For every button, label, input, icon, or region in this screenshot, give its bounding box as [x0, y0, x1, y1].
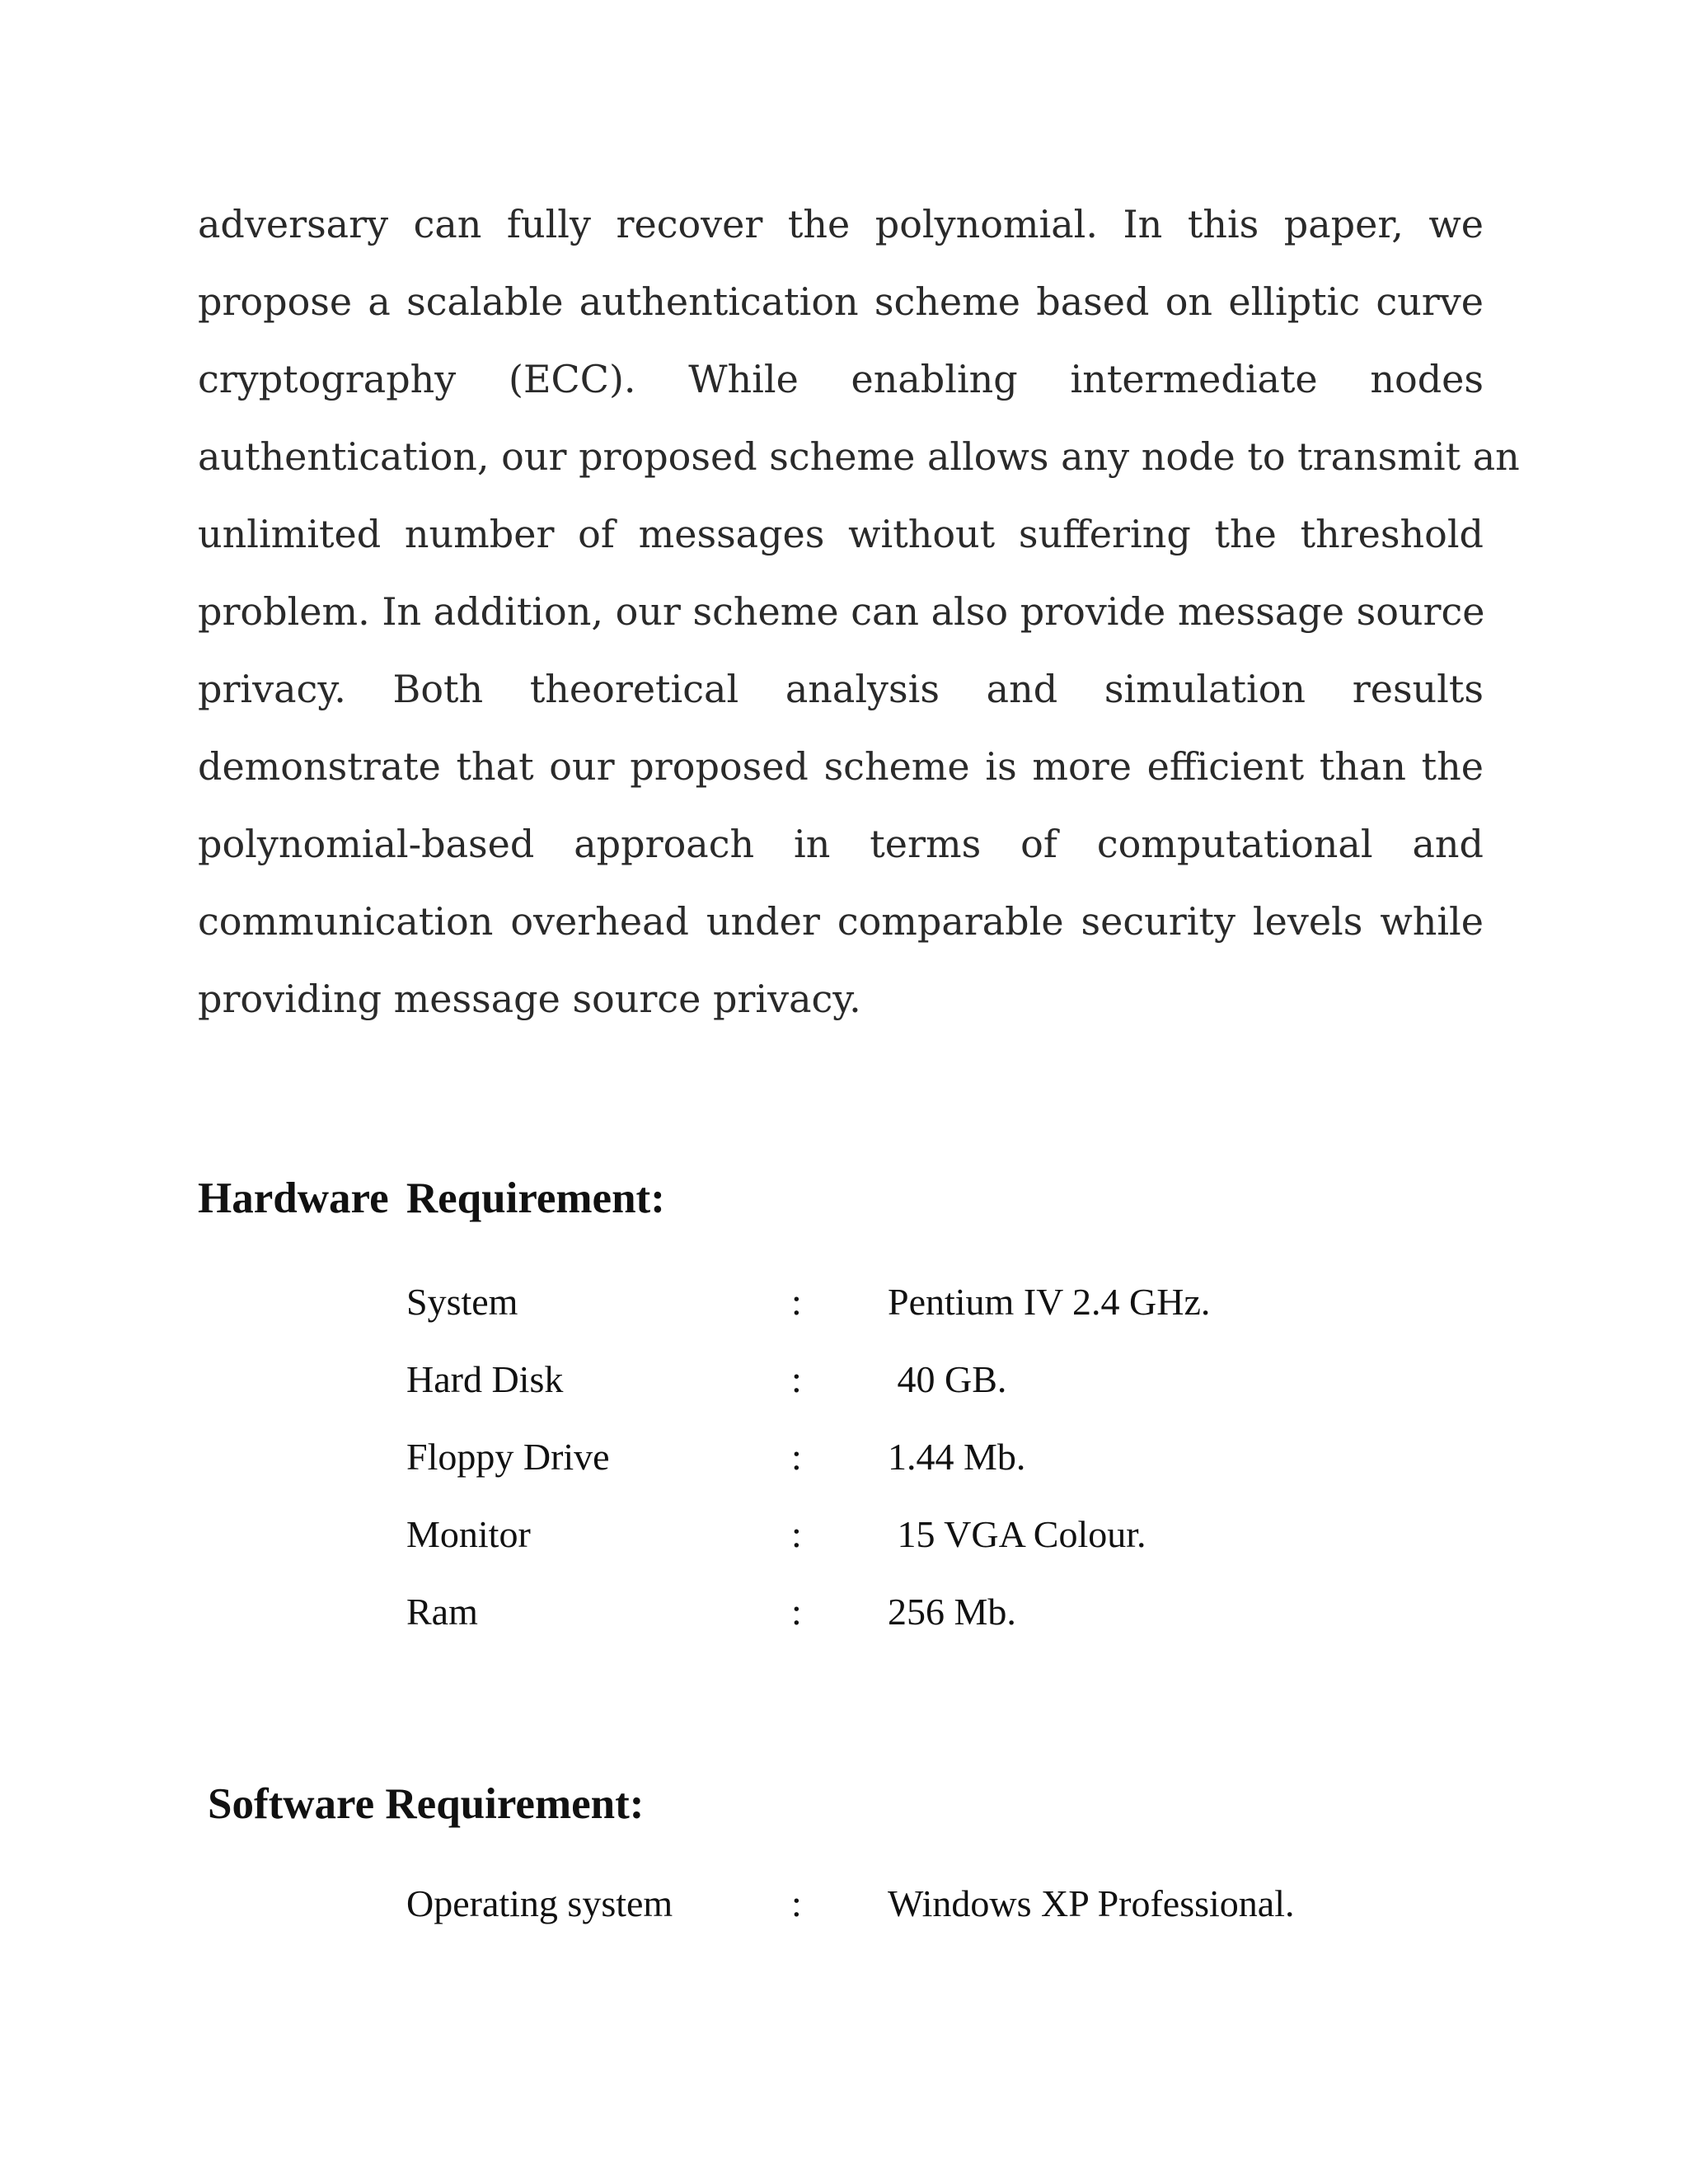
paragraph-line: demonstrate that our proposed scheme is more efficient than the: [198, 744, 1484, 789]
spec-value: 15 VGA Colour.: [888, 1513, 1146, 1555]
spec-row-system: [0, 1277, 1688, 1327]
software-requirement-heading: Software Requirement:: [208, 1780, 645, 1828]
paragraph-line: unlimited number of messages without suffering the threshold: [198, 512, 1484, 556]
spec-value: Pentium IV 2.4 GHz.: [888, 1281, 1211, 1323]
spec-separator: :: [791, 1281, 802, 1323]
spec-label: System: [406, 1281, 518, 1323]
spec-separator: :: [791, 1436, 802, 1478]
spec-label: Floppy Drive: [406, 1436, 610, 1478]
spec-separator: :: [791, 1591, 802, 1633]
spec-separator: :: [791, 1358, 802, 1400]
paragraph-line: adversary can fully recover the polynomial. In this paper, we: [198, 202, 1484, 246]
body-paragraph: [198, 185, 1520, 1038]
paragraph-line: polynomial-based approach in terms of computational and: [198, 822, 1484, 866]
spec-row-operating-system: [0, 1879, 1688, 1929]
paragraph-line: problem. In addition, our scheme can also provide message source: [198, 589, 1485, 634]
spec-value: 256 Mb.: [888, 1591, 1016, 1633]
spec-label: Monitor: [406, 1513, 531, 1555]
spec-label: Operating system: [406, 1882, 673, 1924]
paragraph-line: propose a scalable authentication scheme based on elliptic curve: [198, 279, 1484, 324]
spec-value: Windows XP Professional.: [888, 1882, 1295, 1924]
paragraph-line: providing message source privacy.: [198, 977, 861, 1021]
spec-separator: :: [791, 1882, 802, 1924]
paragraph-line: privacy. Both theoretical analysis and simulation results: [198, 667, 1484, 711]
spec-row-ram: [0, 1587, 1688, 1637]
paragraph-line: cryptography (ECC). While enabling intermediate nodes: [198, 357, 1484, 401]
spec-label: Hard Disk: [406, 1358, 564, 1400]
spec-row-monitor: [0, 1510, 1688, 1559]
spec-value: 40 GB.: [888, 1358, 1007, 1400]
spec-label: Ram: [406, 1591, 478, 1633]
paragraph-line: authentication, our proposed scheme allows any node to transmit an: [198, 434, 1520, 479]
spec-value: 1.44 Mb.: [888, 1436, 1026, 1478]
paragraph-line: communication overhead under comparable security levels while: [198, 899, 1484, 944]
spec-separator: :: [791, 1513, 802, 1555]
spec-row-hard-disk: [0, 1355, 1688, 1404]
hardware-requirement-heading: Hardware Requirement:: [198, 1174, 665, 1222]
spec-row-floppy-drive: [0, 1432, 1688, 1482]
